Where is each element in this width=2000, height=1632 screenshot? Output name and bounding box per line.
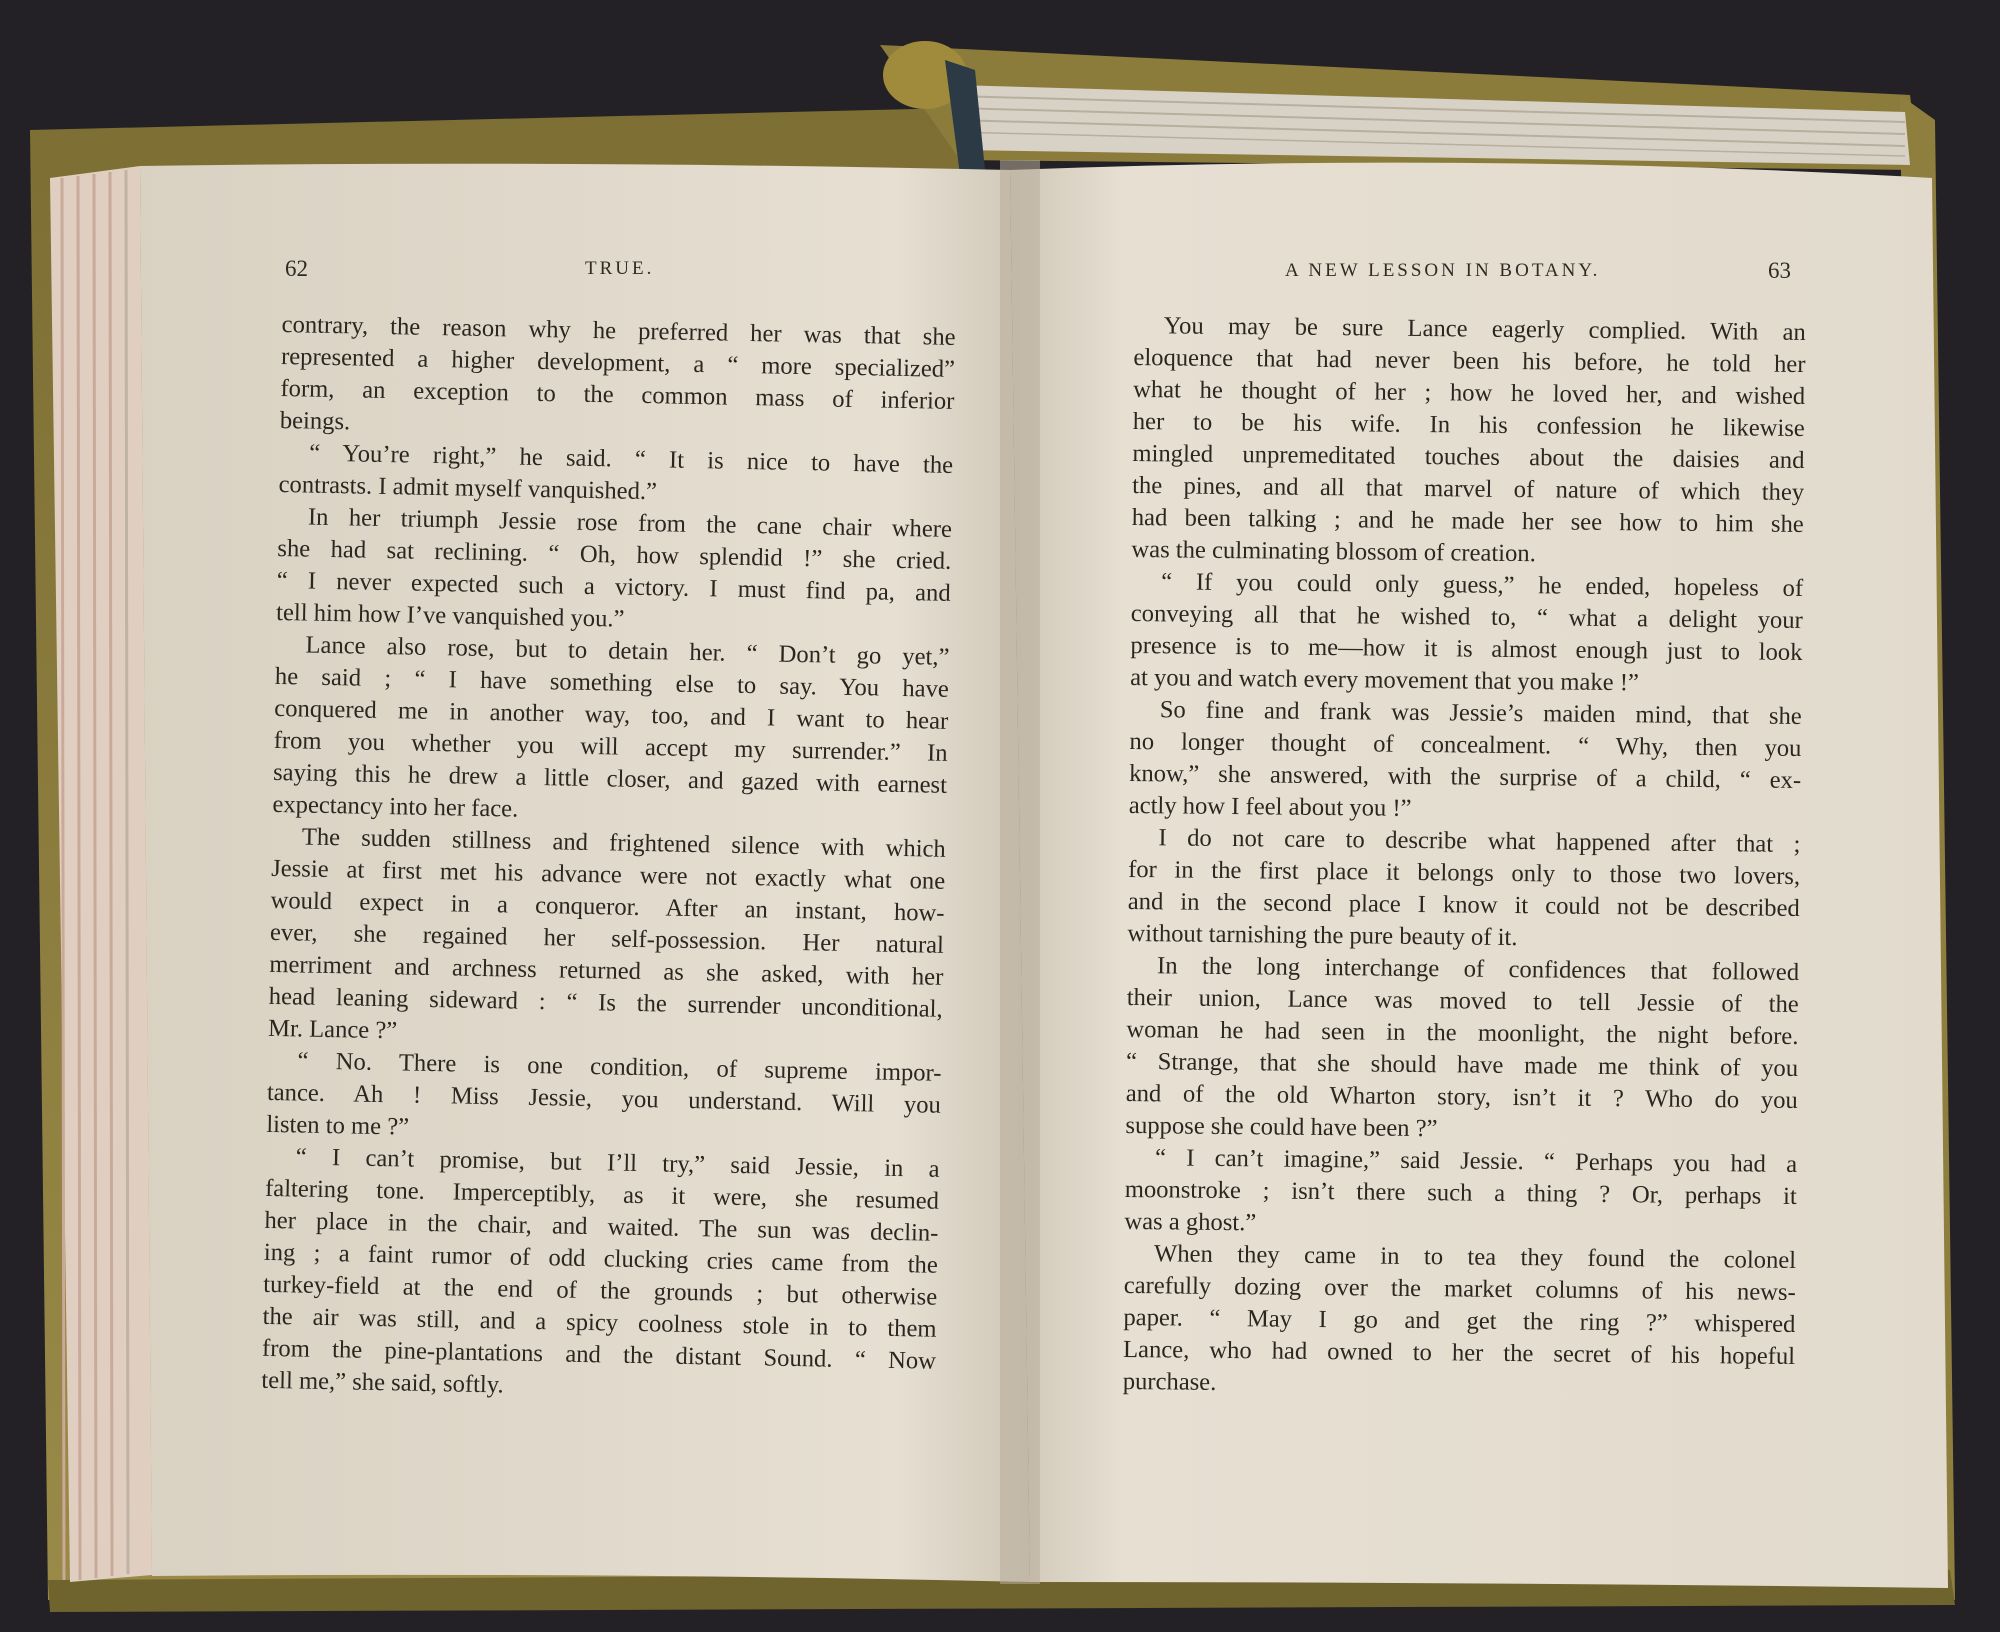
text-line: eloquence that had never been his before, he told her bbox=[1133, 343, 1806, 379]
text-line: expectancy into her face. bbox=[272, 790, 519, 823]
text-line: “ I can’t imagine,” said Jessie. “ Perhaps you had a bbox=[1154, 1144, 1798, 1178]
left-page-number: 62 bbox=[285, 256, 308, 281]
text-line: tell him how I’ve vanquished you.” bbox=[275, 598, 625, 633]
text-line: In her triumph Jessie rose from the cane chair where bbox=[307, 503, 953, 543]
text-line: Jessie at first met his advance were not exactly what one bbox=[270, 854, 946, 895]
text-line: “ You’re right,” he said. “ It is nice to have the bbox=[308, 439, 954, 479]
left-running-head: TRUE. bbox=[585, 258, 655, 279]
text-line: “ I can’t promise, but I’ll try,” said Jessie, in a bbox=[295, 1143, 940, 1183]
text-line: listen to me ?” bbox=[266, 1110, 410, 1141]
text-line: I do not care to describe what happened after that ; bbox=[1158, 824, 1801, 859]
text-line: would expect in a conqueror. After an instant, how- bbox=[270, 886, 945, 927]
right-running-head: A NEW LESSON IN BOTANY. bbox=[1285, 260, 1601, 281]
text-line: moonstroke ; isn’t there such a thing ? Or, perhaps it bbox=[1124, 1175, 1797, 1210]
gutter-shadow bbox=[1000, 160, 1040, 1584]
text-line: contrasts. I admit myself vanquished.” bbox=[278, 470, 658, 506]
text-line: her place in the chair, and waited. The sun was declin- bbox=[264, 1206, 939, 1247]
text-line: from you whether you will accept my surrender.” In bbox=[273, 726, 948, 767]
text-line: actly how I feel about you !” bbox=[1128, 791, 1412, 822]
text-line: So fine and frank was Jessie’s maiden mind, that she bbox=[1159, 696, 1802, 731]
text-line: saying this he drew a little closer, and gazed with earnest bbox=[272, 758, 948, 799]
text-line: “ No. There is one condition, of supreme impor- bbox=[297, 1047, 942, 1087]
text-line: the air was still, and a spicy coolness stole in to them bbox=[262, 1302, 937, 1343]
text-line: “ Strange, that she should have made me think of you bbox=[1125, 1047, 1799, 1082]
text-line: Lance, who had owned to her the secret of his hopeful bbox=[1122, 1335, 1796, 1370]
right-page-number: 63 bbox=[1768, 258, 1791, 283]
text-line: The sudden stillness and frightened silence with which bbox=[301, 823, 947, 863]
text-line: woman he had seen in the moonlight, the night before. bbox=[1126, 1015, 1799, 1050]
text-line: for in the first place it belongs only to those two lovers, bbox=[1127, 855, 1801, 891]
text-line: conveying all that he wished to, “ what a delight your bbox=[1130, 599, 1803, 635]
text-line: their union, Lance was moved to tell Jessie of the bbox=[1126, 983, 1799, 1018]
text-line: mingled unpremeditated touches about the daisies and bbox=[1132, 439, 1805, 475]
text-line: “ If you could only guess,” he ended, hopeless of bbox=[1161, 568, 1804, 603]
text-line: had been talking ; and he made her see how to him she bbox=[1131, 503, 1804, 539]
text-line: form, an exception to the common mass of inferior bbox=[280, 374, 955, 415]
text-line: know,” she answered, with the surprise of a child, “ ex- bbox=[1129, 759, 1802, 795]
text-line: no longer thought of concealment. “ Why, then you bbox=[1129, 727, 1802, 763]
text-line: contrary, the reason why he preferred her was that she bbox=[281, 310, 956, 351]
text-line: she had sat reclining. “ Oh, how splendid !” she cried. bbox=[277, 534, 952, 575]
text-line: was the culminating blossom of creation. bbox=[1131, 535, 1536, 568]
text-line: he said ; “ I have something else to say. You have bbox=[274, 662, 950, 703]
text-line: paper. “ May I go and get the ring ?” whispered bbox=[1123, 1303, 1796, 1338]
text-line: ing ; a faint rumor of odd clucking cries came from the bbox=[263, 1238, 939, 1279]
left-page-text bbox=[261, 309, 956, 1410]
text-line: turkey-field at the end of the grounds ; but otherwise bbox=[263, 1270, 938, 1311]
text-line: tance. Ah ! Miss Jessie, you understand. Will you bbox=[266, 1078, 942, 1119]
text-line: When they came in to tea they found the colonel bbox=[1153, 1240, 1797, 1274]
text-line: conquered me in another way, too, and I want to hear bbox=[274, 694, 949, 735]
text-line: represented a higher development, a “ more specialized” bbox=[280, 342, 956, 383]
text-line: and of the old Wharton story, isn’t it ? Who do you bbox=[1125, 1079, 1798, 1114]
text-line: was a ghost.” bbox=[1124, 1207, 1257, 1237]
text-line: purchase. bbox=[1122, 1367, 1217, 1396]
text-line: faltering tone. Imperceptibly, as it were, she resumed bbox=[264, 1174, 940, 1215]
text-line: carefully dozing over the market columns of his news- bbox=[1123, 1271, 1796, 1306]
text-line: suppose she could have been ?” bbox=[1125, 1111, 1438, 1143]
right-page-text bbox=[1123, 310, 1806, 1405]
text-line: without tarnishing the pure beauty of it. bbox=[1127, 919, 1518, 952]
text-line: You may be sure Lance eagerly complied. With an bbox=[1163, 312, 1806, 347]
text-line: what he thought of her ; how he loved her, and wished bbox=[1133, 375, 1806, 411]
text-line: and in the second place I know it could not be described bbox=[1127, 887, 1800, 923]
text-line: her to be his wife. In his confession he likewise bbox=[1132, 407, 1805, 443]
text-line: merriment and archness returned as she asked, with her bbox=[269, 950, 944, 991]
text-line: ever, she regained her self-possession. Her natural bbox=[269, 918, 945, 959]
text-line: at you and watch every movement that you make !” bbox=[1130, 663, 1640, 697]
text-line: beings. bbox=[279, 406, 351, 436]
text-line: presence is to me—how it is almost enough just to look bbox=[1130, 631, 1803, 667]
text-line: Lance also rose, but to detain her. “ Don’t go yet,” bbox=[305, 631, 950, 671]
text-line: Mr. Lance ?” bbox=[267, 1014, 398, 1045]
text-line: the pines, and all that marvel of nature of which they bbox=[1132, 471, 1805, 507]
text-line: tell me,” she said, softly. bbox=[261, 1366, 504, 1399]
text-line: from the pine-plantations and the distant Sound. “ Now bbox=[261, 1334, 937, 1375]
text-line: In the long interchange of confidences that followed bbox=[1156, 952, 1800, 987]
text-line: “ I never expected such a victory. I must find pa, and bbox=[276, 566, 951, 607]
text-line: head leaning sideward : “ Is the surrender unconditional, bbox=[268, 982, 943, 1023]
